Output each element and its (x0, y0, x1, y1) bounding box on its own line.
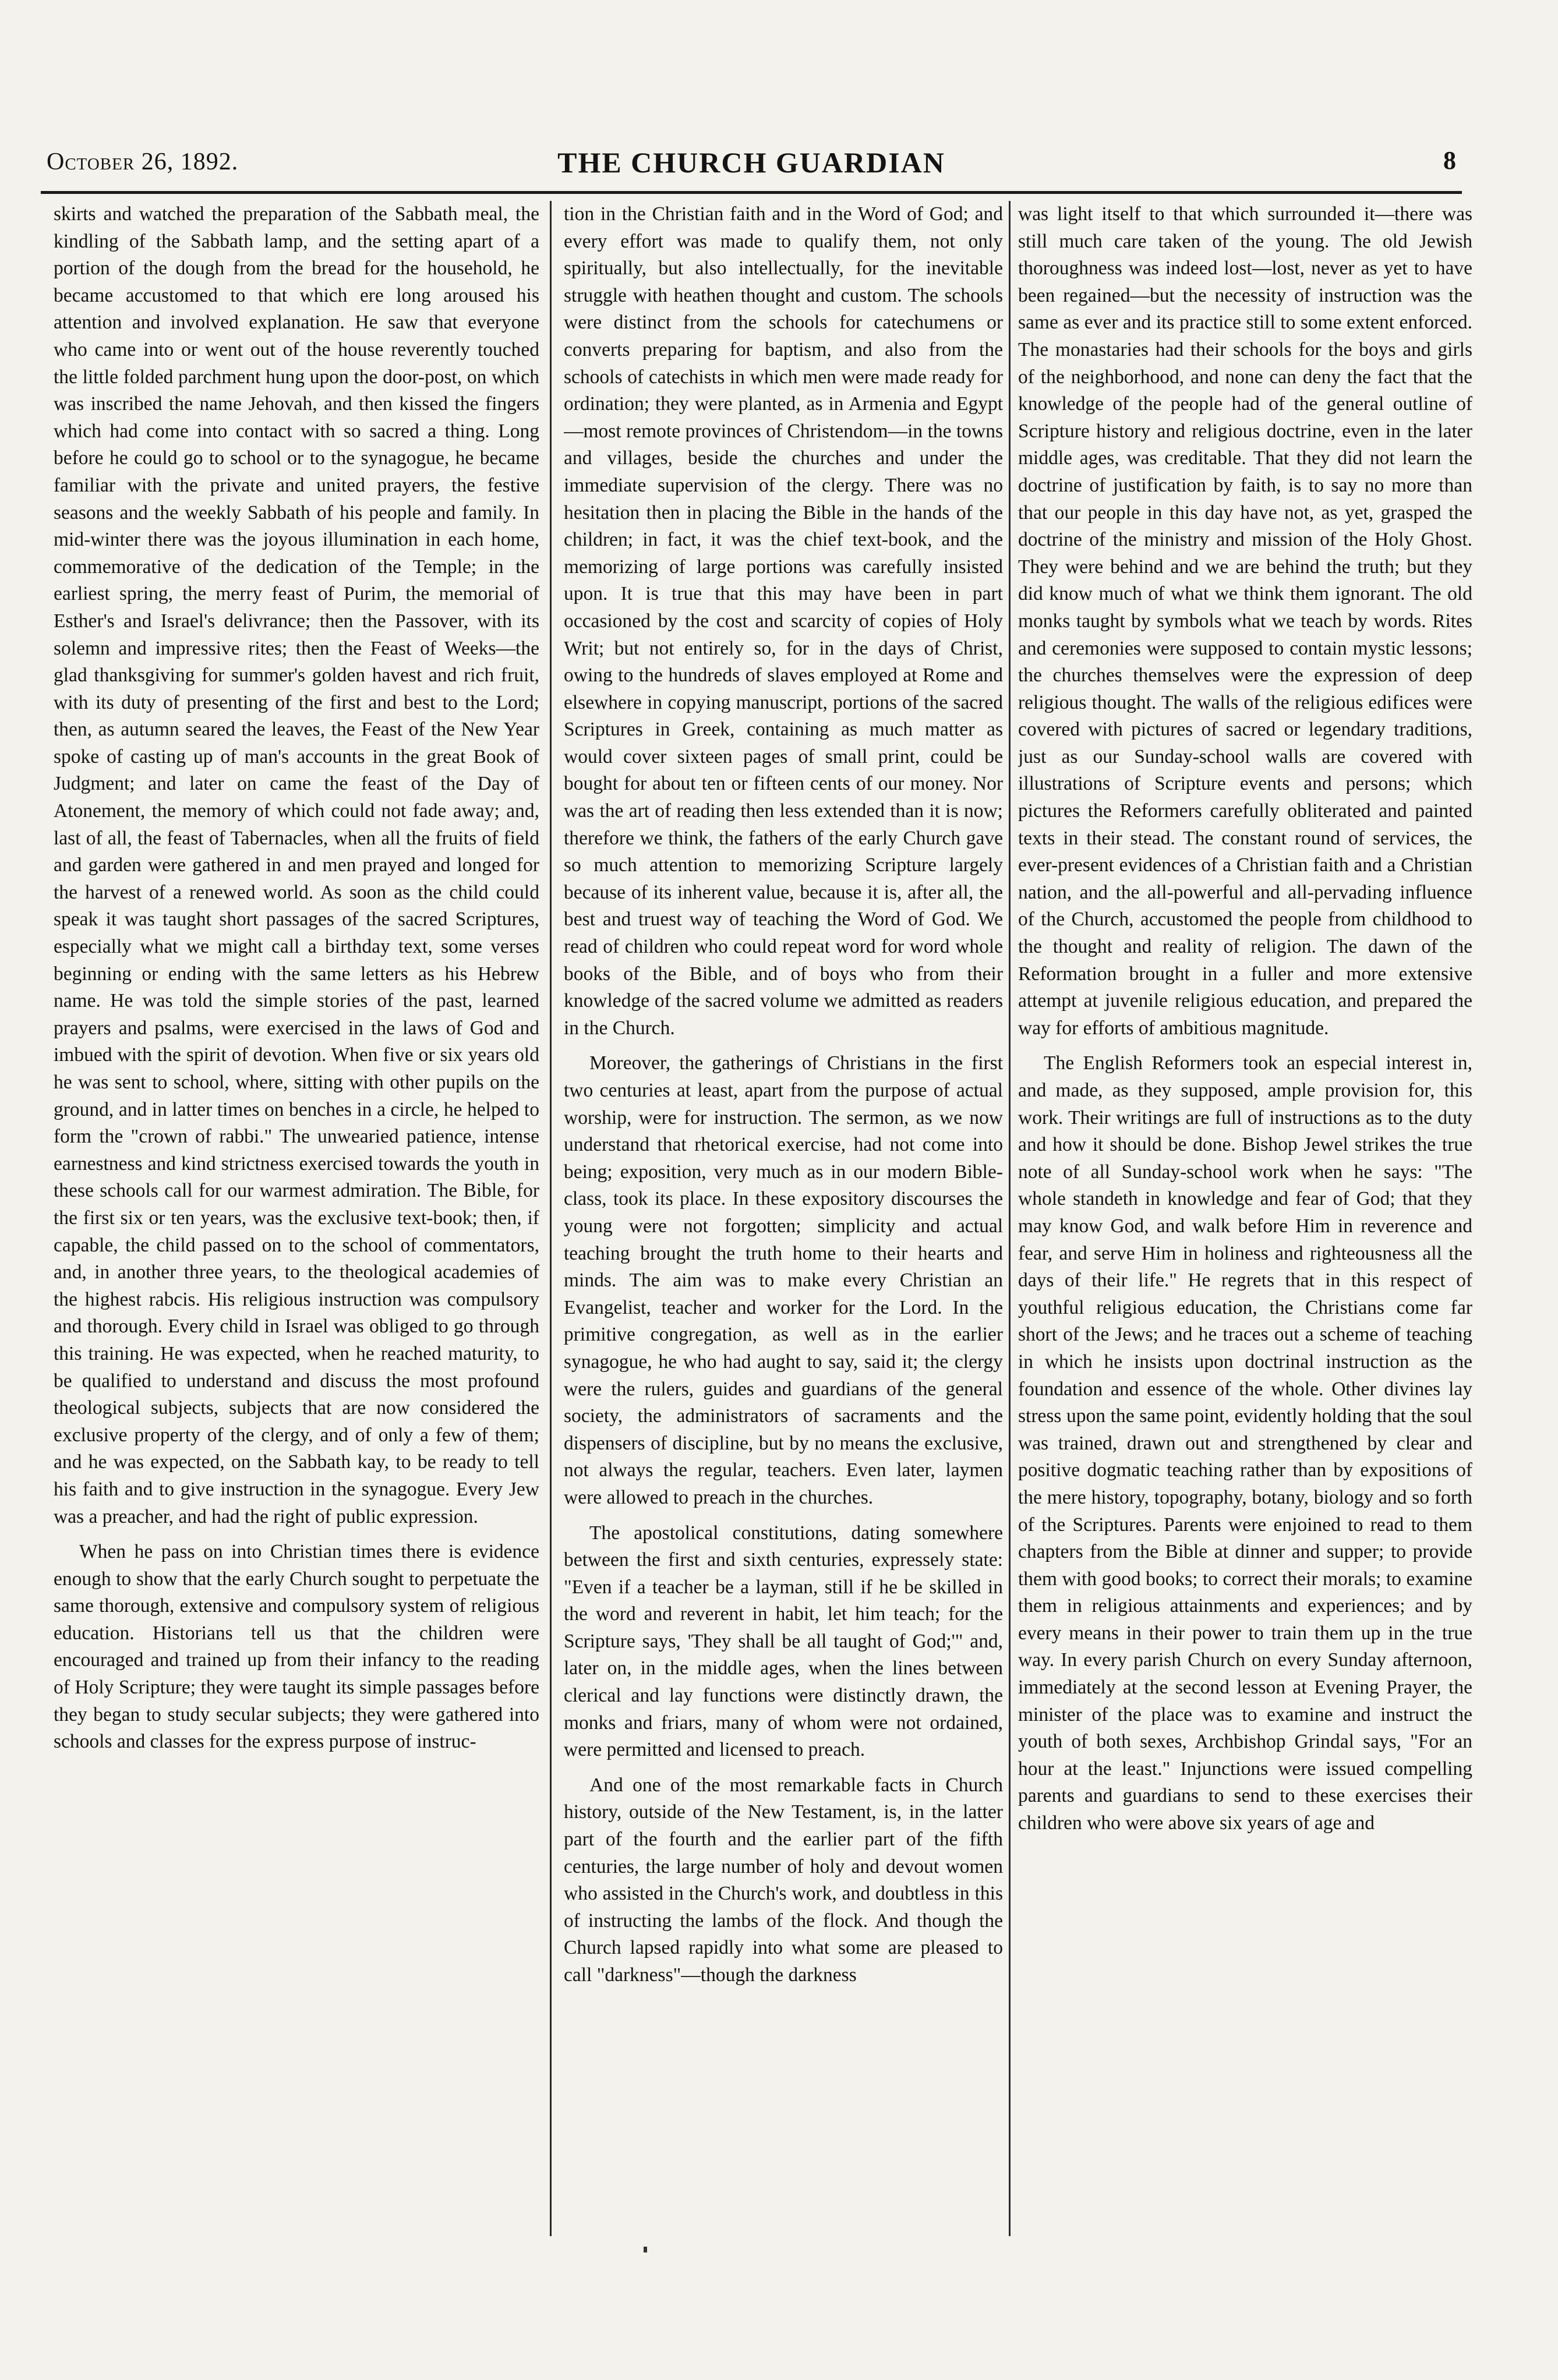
column-paragraph: The apostolical constitutions, dating somewhere between the first and sixth centuries, expressely state: "Even if a teacher be a layman, still if he be skilled in the word and reverent in habit, let him teach; for the Scripture says, 'They shall be all taught of God;'" and, later on, in the middle ages, when the lines between clerical and lay functions were distinctly drawn, the monks and friars, many of whom were not ordained, were permitted and licensed to preach. (564, 1522, 1003, 1761)
column-3 (1018, 201, 1472, 2236)
column-paragraph: tion in the Christian faith and in the Word of God; and every effort was made to qualify them, not only spiritually, but also intellectually, for the inevitable struggle with heathen thought and custom. The schools were distinct from the schools for catechumens or converts preparing for baptism, and also from the schools of catechists in which men were made ready for ordination; they were planted, as in Armenia and Egypt—most remote provinces of Christendom—in the towns and villages, beside the churches and under the immediate supervision of the clergy. There was no hesitation then in placing the Bible in the hands of the children; in fact, it was the chief text-book, and the memorizing of large portions was carefully insisted upon. It is true that this may have been in part occasioned by the cost and scarcity of copies of Holy Writ; but not entirely so, for in the days of Christ, owing to the hundreds of slaves employed at Rome and elsewhere in copying manuscript, portions of the sacred Scriptures in Greek, containing as much matter as would cover sixteen pages of small print, could be bought for about ten or fifteen cents of our money. Nor was the art of reading then less extended than it is now; therefore we think, the fathers of the early Church gave so much attention to memorizing Scripture largely because of its inherent value, because it is, after all, the best and truest way of teaching the Word of God. We read of children who could repeat word for word whole books of the Bible, and of boys who from their knowledge of the sacred volume we admitted as readers in the Church. (564, 203, 1003, 1039)
column-rule (1009, 201, 1011, 2236)
page-header (41, 146, 1462, 186)
header-rule (41, 191, 1462, 194)
column-paragraph: was light itself to that which surrounded it—there was still much care taken of the young. The old Jewish thoroughness was indeed lost—lost, never as yet to have been regained—but the necessity of instruction was the same as ever and its practice still to some extent enforced. The monastaries had their schools for the boys and girls of the neighborhood, and none can deny the fact that the knowledge of the people had of the general outline of Scripture history and religious doctrine, even in the later middle ages, was creditable. That they did not learn the doctrine of justification by faith, is to say no more than that our people in this day have not, as yet, grasped the doctrine of the ministry and mission of the Holy Ghost. They were behind and we are behind the truth; but they did know much of what we think them ignorant. The old monks taught by symbols what we teach by words. Rites and ceremonies were supposed to contain mystic lessons; the churches themselves were the expression of deep religious thought. The walls of the religious edifices were covered with pictures of sacred or legendary traditions, just as our Sunday-school walls are covered with illustrations of Scripture events and persons; which pictures the Reformers carefully obliterated and painted texts in their stead. The constant round of services, the ever-present evidences of a Christian faith and a Christian nation, and the all-powerful and all-pervading influence of the Church, accustomed the people from childhood to the thought and reality of religion. The dawn of the Reformation brought in a fuller and more extensive attempt at juvenile religious education, and prepared the way for efforts of ambitious magnitude. (1018, 203, 1472, 1039)
column-rule (550, 201, 552, 2236)
masthead-title: THE CHURCH GUARDIAN (557, 146, 945, 179)
print-mark (644, 2247, 647, 2252)
column-paragraph: When he pass on into Christian times there is evidence enough to show that the early Church sought to perpetuate the same thorough, extensive and compulsory system of religious education. Historians tell us that the children were encouraged and trained up from their infancy to the reading of Holy Scripture; they were taught its simple passages before they began to study secular subjects; they were gathered into schools and classes for the express purpose of instruc- (54, 1541, 539, 1753)
column-paragraph: And one of the most remarkable facts in Church history, outside of the New Testament, is, in the latter part of the fourth and the earlier part of the fifth centuries, the large number of holy and devout women who assisted in the Church's work, and doubtless in this of instructing the lambs of the flock. And though the Church lapsed rapidly into what some are pleased to call "darkness"—though the darkness (564, 1774, 1003, 1986)
column-paragraph: skirts and watched the preparation of the Sabbath meal, the kindling of the Sabbath lamp, and the setting apart of a portion of the dough from the bread for the household, he became accustomed to that which ere long aroused his attention and involved explanation. He saw that everyone who came into or went out of the house reverently touched the little folded parchment hung upon the door-post, on which was inscribed the name Jehovah, and then kissed the fingers which had come into contact with so sacred a thing. Long before he could go to school or to the synagogue, he became familiar with the private and united prayers, the festive seasons and the weekly Sabbath of his people and family. In mid-winter there was the joyous illumination in each home, commemorative of the dedication of the Temple; in the earliest spring, the merry feast of Purim, the memorial of Esther's and Israel's delivrance; then the Passover, with its solemn and impressive rites; then the Feast of Weeks—the glad thanksgiving for summer's golden havest and rich fruit, with its duty of presenting of the first and best to the Lord; then, as autumn seared the leaves, the Feast of the New Year spoke of casting up of man's accounts in the great Book of Judgment; and later on came the feast of the Day of Atonement, the memory of which could not fade away; and, last of all, the feast of Tabernacles, when all the fruits of field and garden were gathered in and men prayed and longed for the harvest of a renewed world. As soon as the child could speak it was taught short passages of the sacred Scriptures, especially what we might call a birthday text, some verses beginning or ending with the same letters as his Hebrew name. He was told the simple stories of the past, learned prayers and psalms, were exercised in the laws of God and imbued with the spirit of devotion. When five or six years old he was sent to school, where, sitting with other pupils on the ground, and in latter times on benches in a circle, he helped to form the "crown of rabbi." The unwearied patience, intense earnestness and kind strictness exercised towards the youth in these schools call for our warmest admiration. The Bible, for the first six or ten years, was the exclusive text-book; then, if capable, the child passed on to the school of commentators, and, in another three years, to the theological academies of the highest rabcis. His religious instruction was compulsory and thorough. Every child in Israel was obliged to go through this training. He was expected, when he reached maturity, to be qualified to understand and discuss the most profound theological subjects, subjects that are now considered the exclusive property of the clergy, and of only a few of them; and he was expected, on the Sabbath kay, to be ready to tell his faith and to give instruction in the synagogue. Every Jew was a preacher, and had the right of public expression. (54, 203, 539, 1527)
column-paragraph: The English Reformers took an especial interest in, and made, as they supposed, ample provision for, this work. Their writings are full of instructions as to the duty and how it should be done. Bishop Jewel strikes the true note of all Sunday-school work when he says: "The whole standeth in knowledge and fear of God; that they may know God, and walk before Him in reverence and fear, and serve Him in holiness and righteousness all the days of their life." He regrets that in this respect of youthful religious education, the Christians come far short of the Jews; and he traces out a scheme of teaching in which he insists upon doctrinal instruction as the foundation and essence of the whole. Other divines lay stress upon the same point, evidently holding that the soul was trained, drawn out and strengthened by clear and positive dogmatic teaching rather than by expositions of the mere history, topography, botany, biology and so forth of the Scriptures. Parents were enjoined to read to them chapters from the Bible at dinner and supper; to provide them with good books; to correct their morals; to examine them in religious attainments and experiences; and by every means in their power to train them up in the true way. In every parish Church on every Sunday afternoon, immediately at the second lesson at Evening Prayer, the minister of the place was to examine and instruct the youth of both sexes, Archbishop Grindal says, "For an hour at the least." Injunctions were issued compelling parents and guardians to send to these exercises their children who were above six years of age and (1018, 1052, 1472, 1834)
column-1 (54, 201, 539, 2236)
issue-date: October 26, 1892. (47, 148, 239, 175)
column-2 (564, 201, 1003, 2236)
page-number: 8 (1443, 146, 1456, 175)
column-paragraph: Moreover, the gatherings of Christians in the first two centuries at least, apart from the purpose of actual worship, were for instruction. The sermon, as we now understand that rhetorical exercise, had not come into being; exposition, very much as in our modern Bible-class, took its place. In these expository discourses the young were not forgotten; simplicity and actual teaching brought the truth home to their hearts and minds. The aim was to make every Christian an Evangelist, teacher and worker for the Lord. In the primitive congregation, as well as in the earlier synagogue, he who had aught to say, said it; the clergy were the rulers, guides and guardians of the general society, the administrators of sacraments and the dispensers of discipline, but by no means the exclusive, not always the regular, teachers. Even later, laymen were allowed to preach in the churches. (564, 1052, 1003, 1508)
